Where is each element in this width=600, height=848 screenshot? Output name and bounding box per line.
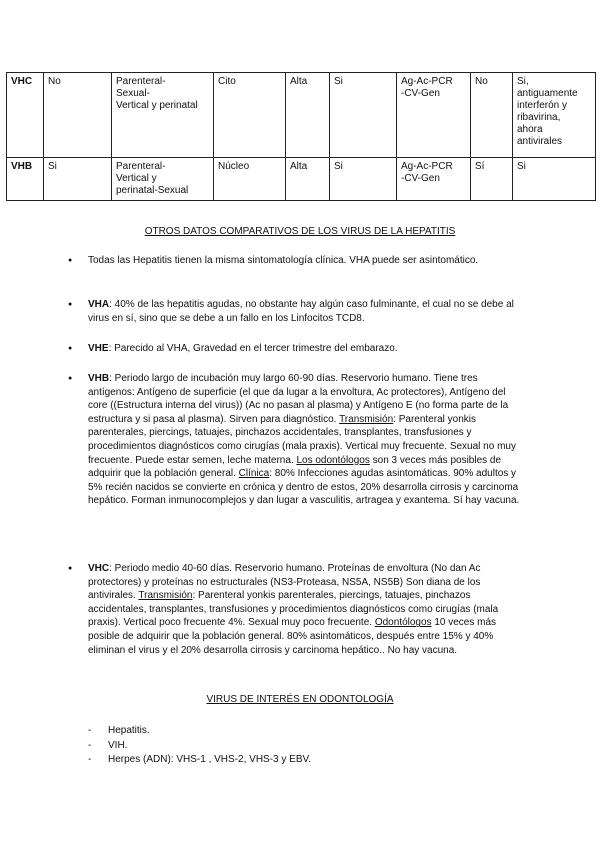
- table-cell: No: [471, 73, 513, 158]
- bullet-text: 10 veces más posible de adquirir que la población general. 80% asintomáticos, después entre 15% y 40% eliminan el virus y el 20% desarrolla cirrosis y carcinoma hepático.. No hay vacuna.: [88, 617, 497, 656]
- table-cell: VHC: [7, 73, 44, 158]
- table-cell: Alta: [286, 158, 330, 201]
- section-title-odontologia: VIRUS DE INTERÉS EN ODONTOLOGÍA: [206, 694, 394, 705]
- bullet-text: : Parenteral yonkis parenterales, piercings, tatuajes, pinchazos accidentales, transplantes, transfusiones y procedimientos diagnósticos como cirugías (mala praxis). Vertical poco frecuente 4%. Sexual muy poco frecuente.: [88, 590, 499, 629]
- section-title-comparativos: OTROS DATOS COMPARATIVOS DE LOS VIRUS DE LA HEPATITIS: [144, 226, 456, 237]
- bullet-vhb: [88, 372, 520, 508]
- table-cell: Núcleo: [214, 158, 286, 201]
- table-cell: Sí: [471, 158, 513, 201]
- bullet-list: [88, 298, 520, 325]
- virus-interest-list: [108, 724, 528, 768]
- virus-label: VHA: [88, 299, 110, 310]
- table-cell: Si: [330, 73, 397, 158]
- bullet-text: : Periodo medio 40-60 días. Reservorio humano. Proteínas de envoltura (No dan Ac protectores) y proteínas no estructurales (NS3-Proteasa, NS5A, NS5B) Son diana de los antivirales.: [88, 563, 481, 602]
- bullet-text: : 80% Infecciones agudas asintomáticas. 90% adultos y 5% recién nacidos se convierte en crónica y dentro de estos, 20% desarrolla cirrosis y carcinoma hepático. Forman inmunocomplejos y dan lugar a vasculitis, artragea y exantema. Sí hay vacuna.: [88, 468, 520, 507]
- virus-label: VHB: [88, 373, 110, 384]
- bullet-list: [88, 254, 520, 268]
- underlined-term: Transmisión: [339, 413, 394, 425]
- bullet-text: son 3 veces más posibles de adquirir que la población general.: [88, 454, 502, 480]
- list-item: - Hepatitis.: [108, 724, 528, 739]
- table-cell: Si: [330, 158, 397, 201]
- bullet-list: [88, 372, 520, 508]
- table-cell: Ag-Ac-PCR -CV-Gen: [397, 158, 471, 201]
- table-cell: Alta: [286, 73, 330, 158]
- bullet-text: : Parenteral yonkis parenterales, piercings, tatuajes, pinchazos accidentales, transplantes, transfusiones y procedimientos diagnósticos como cirugías (mala praxis). Vertical muy frecuente. Sexual no muy frecuente. Puede estar semen, leche materna.: [88, 413, 516, 466]
- table-cell: Si: [44, 158, 112, 201]
- virus-label: VHE: [88, 343, 109, 354]
- virus-label: VHC: [88, 563, 110, 574]
- table-row-vhc: [7, 73, 596, 158]
- bullet-text: : Parecido al VHA, Gravedad en el tercer trimestre del embarazo.: [108, 343, 398, 354]
- bullet-list: [88, 562, 520, 657]
- underlined-term: Transmisión: [138, 590, 193, 602]
- bullet-vhc: [88, 562, 520, 657]
- table-cell: No: [44, 73, 112, 158]
- table-row-vhb: [7, 158, 596, 201]
- underlined-term: Odontólogos: [374, 617, 432, 629]
- comparison-table: [6, 72, 596, 201]
- bullet-list: [88, 342, 520, 356]
- table-cell: Ag-Ac-PCR -CV-Gen: [397, 73, 471, 158]
- table-cell: Si, antiguamente interferón y ribavirina, ahora antivirales: [513, 73, 596, 158]
- bullet-general: ● Todas las Hepatitis tienen la misma sintomatología clínica. VHA puede ser asintomático.: [88, 254, 520, 268]
- list-item: - Herpes (ADN): VHS-1 , VHS-2, VHS-3 y EBV.: [108, 753, 528, 768]
- bullet-text: : Periodo largo de incubación muy largo 60-90 días. Reservorio humano. Tiene tres antígenos: Antígeno de superficie (el que da lugar a la envoltura, Ac protectores), Antígeno del core ((Estructura interna del virus)) (Ac no pasan al plasma) y Antígeno E (no forma parte de la estructura y si pasa al plasma). Sirven para diagnóstico.: [88, 373, 509, 425]
- table-cell: Parenteral- Vertical y perinatal-Sexual: [112, 158, 214, 201]
- bullet-text: : 40% de las hepatitis agudas, no obstante hay algún caso fulminante, el cual no se debe al virus en sí, sino que se debe a un fallo en los Linfocitos TCD8.: [88, 299, 514, 324]
- bullet-vhe: [88, 342, 520, 356]
- bullet-vha: [88, 298, 520, 325]
- table-cell: Si: [513, 158, 596, 201]
- table-cell: VHB: [7, 158, 44, 201]
- table-cell: Parenteral- Sexual- Vertical y perinatal: [112, 73, 214, 158]
- underlined-term: Clínica: [238, 468, 270, 480]
- list-item: - VIH.: [108, 739, 528, 754]
- underlined-term: Los odontólogos: [296, 454, 370, 466]
- table-cell: Cito: [214, 73, 286, 158]
